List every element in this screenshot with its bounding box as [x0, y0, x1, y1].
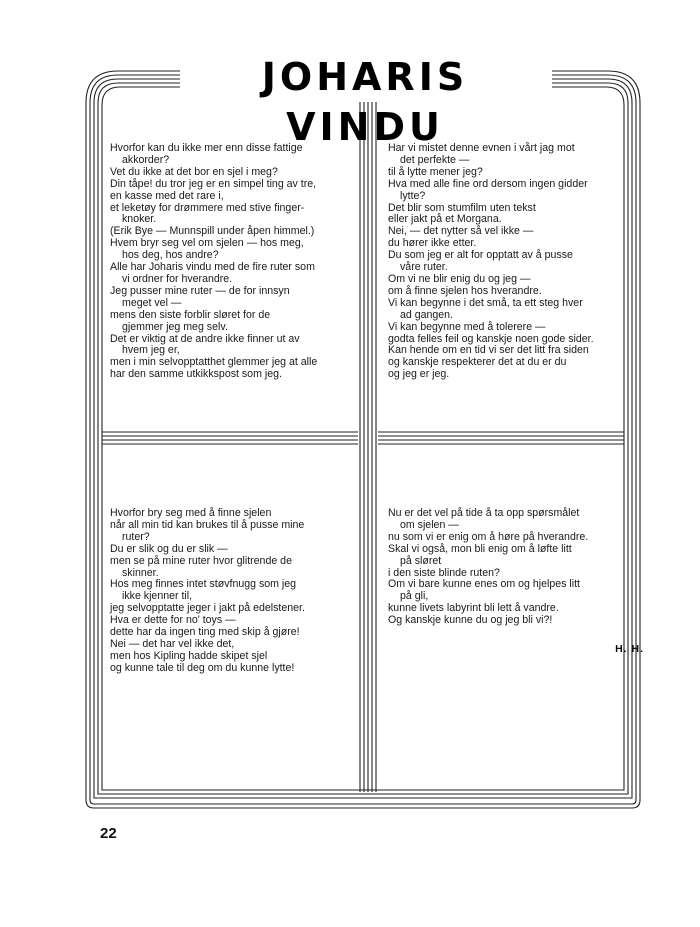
poem-line: det perfekte —: [400, 153, 470, 166]
poem-line: et leketøy for drømmere med stive finger-: [110, 201, 305, 214]
poem-line: nu som vi er enig om å høre på hverandre.: [388, 530, 589, 543]
poem-line: våre ruter.: [400, 261, 448, 274]
poem-line: knoker.: [122, 213, 157, 226]
poem-line: Hva med alle fine ord dersom ingen gidder: [388, 177, 588, 190]
poem-line: Vet du ikke at det bor en sjel i meg?: [110, 165, 278, 178]
poem-stanza: [388, 579, 628, 627]
poem-line: Nu er det vel på tide å ta opp spørsmålet: [388, 507, 580, 519]
poem-stanza: [388, 322, 628, 382]
poem-line: Alle har Joharis vindu med de fire ruter som: [110, 261, 315, 274]
poem-line: Om vi ne blir enig du og jeg —: [388, 272, 531, 285]
poem-line: men se på mine ruter hvor glitrende de: [110, 554, 292, 567]
poem-stanza: [388, 143, 628, 226]
poem-line: ruter?: [122, 530, 150, 543]
poem-line: når all min tid kan brukes til å pusse mine: [110, 518, 305, 531]
poem-line: (Erik Bye — Munnspill under åpen himmel.): [110, 225, 315, 238]
poem-line: ad gangen.: [400, 308, 454, 321]
poem-line: Du som jeg er alt for opptatt av å pusse: [388, 249, 573, 262]
poem-line: eller jakt på et Morgana.: [388, 213, 502, 226]
poem-line: en kasse med det rare i,: [110, 189, 224, 202]
poem-line: til å lytte mener jeg?: [388, 165, 483, 178]
poem-line: Hva er dette for no' toys —: [110, 614, 236, 627]
poem-line: Du er slik og du er slik —: [110, 542, 228, 555]
poem-line: Nei — det har vel ikke det,: [110, 637, 235, 650]
poem-stanza: [110, 143, 350, 238]
poem-line: vi ordner for hverandre.: [122, 272, 233, 285]
poem-line: Jeg pusser mine ruter — de for innsyn: [110, 284, 290, 297]
poem-stanza: [110, 508, 350, 615]
poem-line: dette har da ingen ting med skip å gjøre!: [110, 626, 300, 639]
poem-line: Har vi mistet denne evnen i vårt jag mot: [388, 142, 575, 154]
poem-line: akkorder?: [122, 153, 170, 166]
poem-line: på gli,: [400, 590, 429, 603]
page-title: JOHARIS VINDU: [180, 52, 550, 102]
poem-line: godta felles feil og kanskje noen gode sider.: [388, 332, 594, 345]
poem-line: mens den siste forblir sløret for de: [110, 308, 271, 321]
poem-line: og kanskje respekterer det at du er du: [388, 356, 567, 369]
poem-stanza: [110, 238, 350, 381]
poem-line: gjemmer jeg meg selv.: [122, 320, 228, 333]
poem-line: på sløret: [400, 554, 442, 567]
poem-line: Din tåpe! du tror jeg er en simpel ting av tre,: [110, 177, 317, 190]
author-signature: H. H.: [615, 643, 644, 655]
poem-line: Hvorfor bry seg med å finne sjelen: [110, 507, 272, 519]
poem-line: men i min selvopptatthet glemmer jeg at alle: [110, 356, 318, 369]
poem-line: Skal vi også, mon bli enig om å løfte litt: [388, 542, 572, 555]
poem-line: om sjelen —: [400, 518, 459, 531]
panel-top-right: [388, 143, 628, 381]
poem-line: og kunne tale til deg om du kunne lytte!: [110, 661, 295, 674]
poem-line: ikke kjenner til,: [122, 590, 193, 603]
poem-line: hos deg, hos andre?: [122, 249, 219, 262]
poem-stanza: [110, 615, 350, 675]
poem-line: Vi kan begynne med å tolerere —: [388, 320, 546, 333]
page-number: 22: [100, 825, 117, 842]
panel-bottom-right: [388, 508, 628, 627]
poem-stanza: [388, 226, 628, 321]
poem-line: kunne livets labyrint bli lett å vandre.: [388, 602, 559, 615]
panel-bottom-left: [110, 508, 350, 675]
poem-line: jeg selvopptatte jeger i jakt på edelstener.: [110, 602, 305, 615]
poem-line: Nei, — det nytter så vel ikke —: [388, 225, 534, 238]
poem-line: men hos Kipling hadde skipet sjel: [110, 649, 268, 662]
poem-line: Hos meg finnes intet støvfnugg som jeg: [110, 578, 297, 591]
poem-line: Og kanskje kunne du og jeg bli vi?!: [388, 614, 553, 627]
poem-line: lytte?: [400, 189, 426, 202]
poem-line: og jeg er jeg.: [388, 368, 450, 381]
poem-line: meget vel —: [122, 296, 182, 309]
poem-line: om å finne sjelen hos hverandre.: [388, 284, 542, 297]
poem-line: Hvorfor kan du ikke mer enn disse fattige: [110, 142, 303, 154]
poem-line: hvem jeg er,: [122, 344, 180, 357]
poem-line: du hører ikke etter.: [388, 237, 477, 250]
poem-line: Det blir som stumfilm uten tekst: [388, 201, 536, 214]
poem-line: Det er viktig at de andre ikke finner ut av: [110, 332, 300, 345]
poem-line: Hvem bryr seg vel om sjelen — hos meg,: [110, 237, 304, 250]
poem-line: Om vi bare kunne enes om og hjelpes litt: [388, 578, 580, 591]
poem-line: skinner.: [122, 566, 159, 579]
poem-line: Kan hende om en tid vi ser det litt fra siden: [388, 344, 589, 357]
poem-stanza: [388, 508, 628, 579]
poem-line: i den siste blinde ruten?: [388, 566, 500, 579]
poem-line: Vi kan begynne i det små, ta ett steg hver: [388, 296, 583, 309]
panel-top-left: [110, 143, 350, 381]
poem-line: har den samme utkikkspost som jeg.: [110, 368, 282, 381]
